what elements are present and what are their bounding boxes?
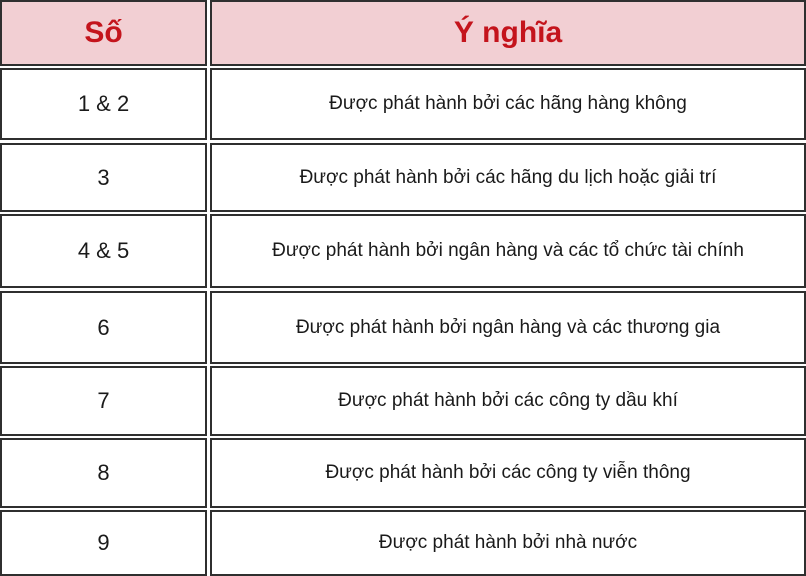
table-row <box>0 366 806 436</box>
table-header-row <box>0 0 806 66</box>
number-cell: 8 <box>0 438 207 508</box>
number-cell: 1 & 2 <box>0 68 207 140</box>
number-cell: 7 <box>0 366 207 436</box>
number-cell: 9 <box>0 510 207 576</box>
meaning-cell: Được phát hành bởi các hãng du lịch hoặc giải trí <box>210 143 806 212</box>
table-row <box>0 438 806 508</box>
number-cell: 6 <box>0 291 207 364</box>
meaning-cell: Được phát hành bởi các công ty viễn thông <box>210 438 806 508</box>
table-row <box>0 214 806 288</box>
table-row <box>0 510 806 576</box>
meaning-cell: Được phát hành bởi nhà nước <box>210 510 806 576</box>
meaning-cell: Được phát hành bởi ngân hàng và các thương gia <box>210 291 806 364</box>
header-cell-meaning: Ý nghĩa <box>210 0 806 66</box>
table-row <box>0 143 806 212</box>
number-cell: 4 & 5 <box>0 214 207 288</box>
number-cell: 3 <box>0 143 207 212</box>
meaning-cell: Được phát hành bởi ngân hàng và các tổ chức tài chính <box>210 214 806 288</box>
header-cell-number: Số <box>0 0 207 66</box>
table-row <box>0 291 806 364</box>
meaning-cell: Được phát hành bởi các hãng hàng không <box>210 68 806 140</box>
table-row <box>0 68 806 140</box>
meaning-cell: Được phát hành bởi các công ty dầu khí <box>210 366 806 436</box>
